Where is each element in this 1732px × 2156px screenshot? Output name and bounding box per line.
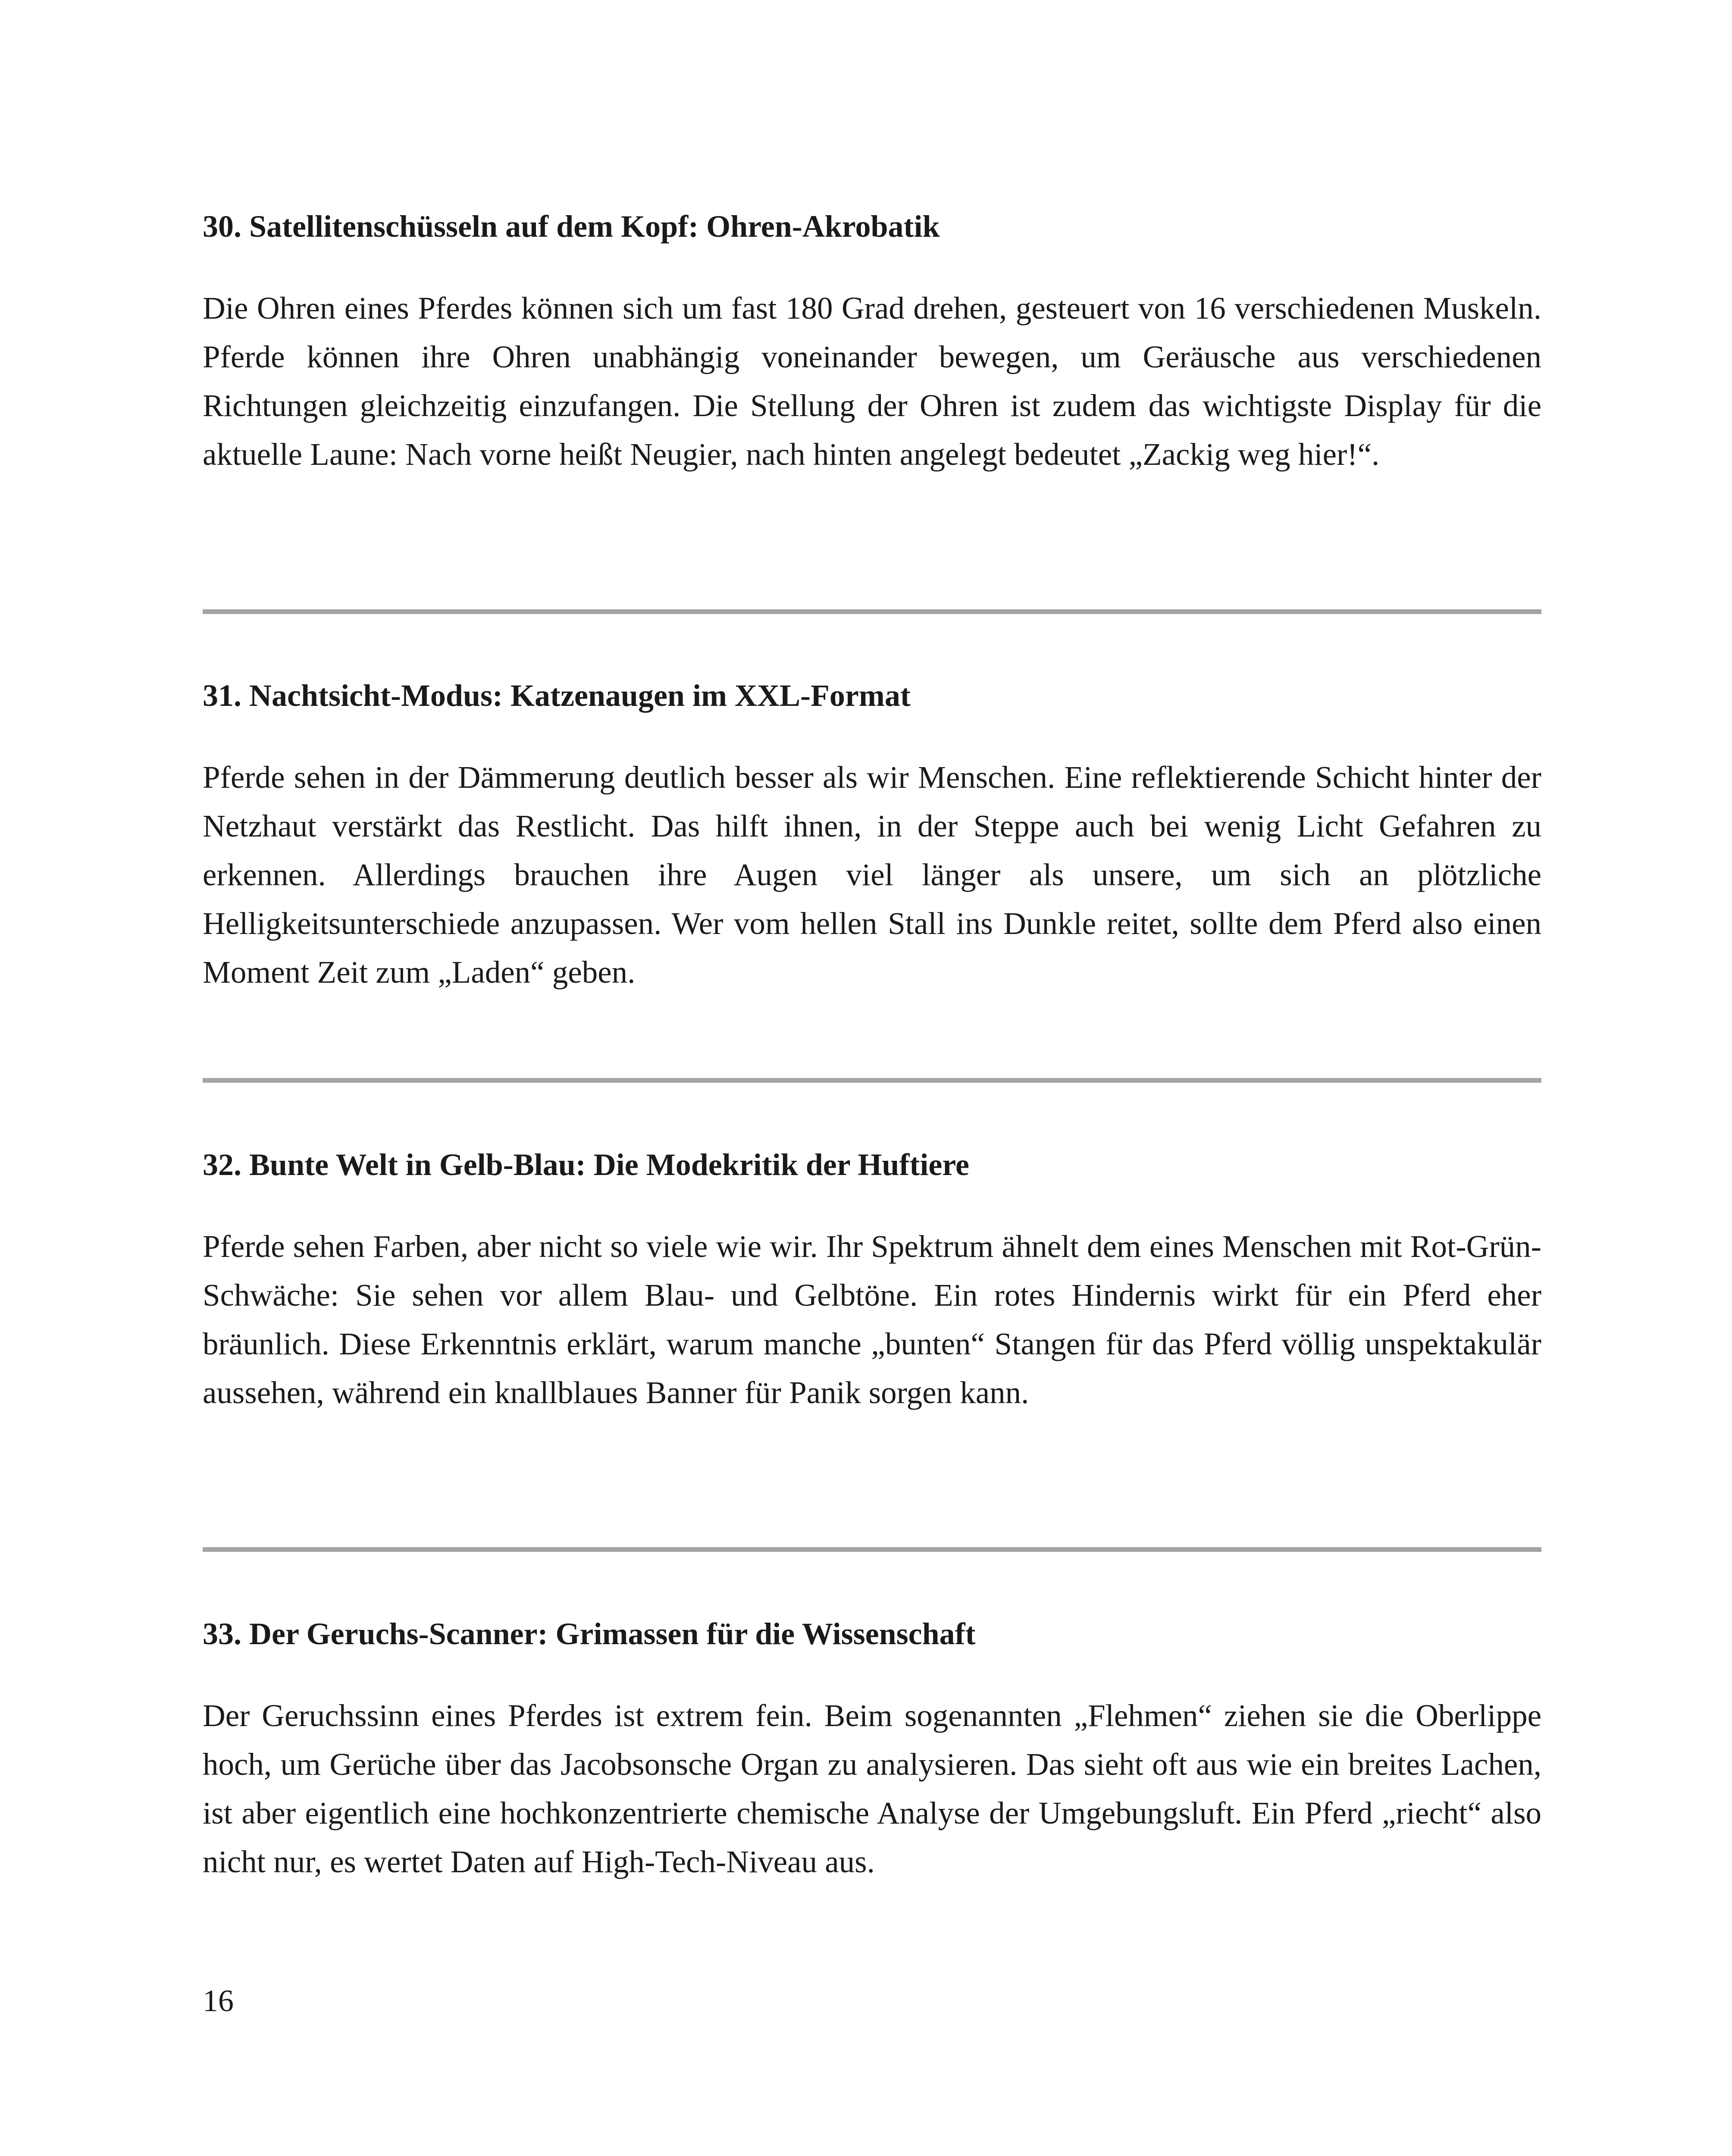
section-32 bbox=[203, 1145, 1541, 1417]
section-body: Pferde sehen in der Dämmerung deutlich besser als wir Menschen. Eine reflektierende Schicht hinter der Netzhaut verstärkt das Restlicht. Das hilft ihnen, in der Steppe auch bei wenig Licht Gefahren zu erkennen. Allerdings brauchen ihre Augen viel länger als unsere, um sich an plötzliche Helligkeitsunterschiede anzupassen. Wer vom hellen Stall ins Dunkle reitet, sollte dem Pferd also einen Moment Zeit zum „Laden“ geben. bbox=[203, 760, 1541, 990]
section-31 bbox=[203, 676, 1541, 997]
section-divider bbox=[203, 1547, 1541, 1552]
section-body: Der Geruchssinn eines Pferdes ist extrem fein. Beim sogenannten „Flehmen“ ziehen sie die Oberlippe hoch, um Gerüche über das Jacobsonsche Organ zu analysieren. Das sieht oft aus wie ein breites Lachen, ist aber eigentlich eine hochkonzentrierte chemische Analyse der Umgebungsluft. Ein Pferd „riecht“ also nicht nur, es wertet Daten auf High-Tech-Niveau aus. bbox=[203, 1698, 1541, 1879]
section-body: Pferde sehen Farben, aber nicht so viele wie wir. Ihr Spektrum ähnelt dem eines Menschen mit Rot-Grün-Schwäche: Sie sehen vor allem Blau- und Gelbtöne. Ein rotes Hindernis wirkt für ein Pferd eher bräunlich. Diese Erkenntnis erklärt, warum manche „bunten“ Stangen für das Pferd völlig unspektakulär aussehen, während ein knallblaues Banner für Panik sorgen kann. bbox=[203, 1229, 1541, 1410]
section-heading: 32. Bunte Welt in Gelb-Blau: Die Modekritik der Huftiere bbox=[203, 1147, 969, 1182]
section-33 bbox=[203, 1614, 1541, 1886]
section-divider bbox=[203, 609, 1541, 614]
section-heading: 30. Satellitenschüsseln auf dem Kopf: Ohren-Akrobatik bbox=[203, 209, 940, 244]
document-page bbox=[203, 0, 1541, 2156]
section-body: Die Ohren eines Pferdes können sich um fast 180 Grad drehen, gesteuert von 16 verschiedenen Muskeln. Pferde können ihre Ohren unabhängig voneinander bewegen, um Geräusche aus verschiedenen Richtungen gleichzeitig einzufangen. Die Stellung der Ohren ist zudem das wichtigste Display für die aktuelle Laune: Nach vorne heißt Neugier, nach hinten angelegt bedeutet „Zackig weg hier!“. bbox=[203, 291, 1541, 472]
section-30 bbox=[203, 207, 1541, 479]
section-heading: 33. Der Geruchs-Scanner: Grimassen für die Wissenschaft bbox=[203, 1617, 976, 1651]
page-number: 16 bbox=[203, 1984, 234, 2018]
section-divider bbox=[203, 1078, 1541, 1083]
section-heading: 31. Nachtsicht-Modus: Katzenaugen im XXL-Format bbox=[203, 678, 911, 713]
